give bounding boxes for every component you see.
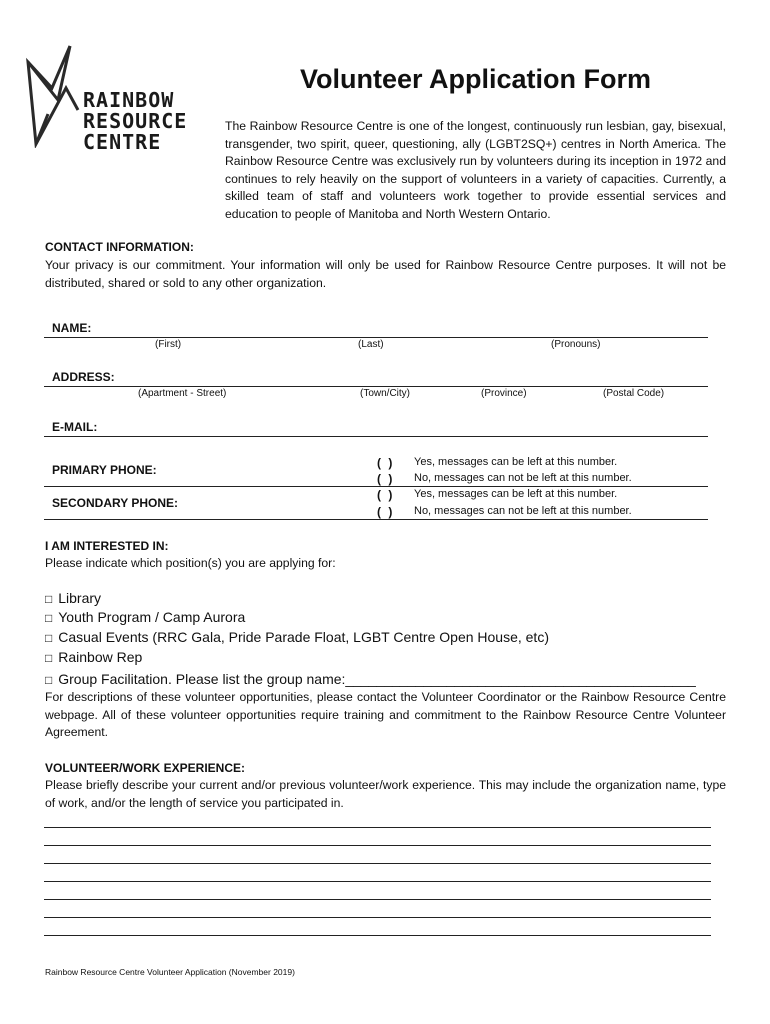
address-sub-city: (Town/City) — [360, 388, 411, 399]
page-title: Volunteer Application Form — [300, 64, 652, 94]
logo-line-3: CENTRE — [83, 130, 162, 154]
experience-line-5[interactable] — [44, 899, 711, 900]
experience-line-3[interactable] — [44, 863, 711, 864]
checkbox-icon[interactable]: □ — [45, 611, 53, 625]
name-sub-first: (First) — [155, 339, 182, 350]
logo-line-2: RESOURCE — [83, 109, 188, 133]
secondary-phone-label: SECONDARY PHONE: — [52, 496, 179, 510]
logo-wordmark — [83, 90, 187, 153]
secondary-yes-label: Yes, messages can be left at this number. — [414, 488, 618, 500]
secondary-no-checkbox[interactable]: ( ) — [377, 505, 395, 519]
interest-heading: I AM INTERESTED IN: — [45, 539, 169, 553]
primary-no-label: No, messages can not be left at this number. — [414, 472, 632, 484]
checkbox-icon[interactable]: □ — [45, 651, 53, 665]
intro-paragraph: The Rainbow Resource Centre is one of the longest, continuously run lesbian, gay, bisexual, transgender, two spirit, queer, questioning, ally (LGBT2SQ+) centres in North America. The Rainbow Resource Centre was exclusively run by volunteers during its inception in 1972 and continues to rely heavily on the support of volunteers in a variety of capacities. Currently, a skilled team of staff and volunteers work together to provide essential services and education to people of Manitoba and North Western Ontario. — [225, 119, 726, 221]
option-youth-program[interactable] — [45, 609, 245, 625]
secondary-yes-checkbox[interactable]: ( ) — [377, 488, 395, 502]
secondary-no-label: No, messages can not be left at this number. — [414, 505, 632, 517]
footer: Rainbow Resource Centre Volunteer Application (November 2019) — [45, 967, 295, 977]
primary-no-checkbox[interactable]: ( ) — [377, 472, 395, 486]
checkbox-icon[interactable]: □ — [45, 673, 53, 687]
option-label: Library — [58, 590, 102, 606]
contact-heading: CONTACT INFORMATION: — [45, 240, 194, 254]
experience-line-1[interactable] — [44, 827, 711, 828]
interest-note: For descriptions of these volunteer opportunities, please contact the Volunteer Coordinator or the Rainbow Resource Centre webpage. All of these volunteer opportunities require training and commitment to the Rainbow Resource Centre Volunteer Agreement. — [45, 690, 726, 739]
address-sub-street: (Apartment - Street) — [138, 388, 227, 399]
option-casual-events[interactable] — [45, 629, 549, 645]
name-label: NAME: — [52, 321, 92, 335]
experience-text: Please briefly describe your current and/or previous volunteer/work experience. This may include the organization name, type of work, and/or the length of service you participated in. — [45, 778, 726, 810]
logo-graphic — [22, 44, 84, 148]
secondary-phone-field[interactable] — [44, 519, 708, 520]
logo-line-1: RAINBOW — [83, 88, 175, 112]
experience-heading: VOLUNTEER/WORK EXPERIENCE: — [45, 761, 246, 775]
address-field[interactable] — [44, 386, 708, 387]
address-sub-postal: (Postal Code) — [603, 388, 665, 399]
option-group-facilitation[interactable] — [45, 671, 696, 687]
option-library[interactable] — [45, 590, 101, 606]
interest-instruction: Please indicate which position(s) you are applying for: — [45, 556, 336, 570]
primary-phone-label: PRIMARY PHONE: — [52, 463, 157, 477]
checkbox-icon[interactable]: □ — [45, 592, 53, 606]
name-sub-pronouns: (Pronouns) — [551, 339, 601, 350]
experience-line-2[interactable] — [44, 845, 711, 846]
option-label: Youth Program / Camp Aurora — [58, 609, 246, 625]
primary-yes-label: Yes, messages can be left at this number. — [414, 456, 618, 468]
name-sub-last: (Last) — [358, 339, 384, 350]
experience-line-4[interactable] — [44, 881, 711, 882]
primary-phone-field[interactable] — [44, 486, 708, 487]
email-field[interactable] — [44, 436, 708, 437]
option-rainbow-rep[interactable] — [45, 649, 142, 665]
experience-line-6[interactable] — [44, 917, 711, 918]
email-label: E-MAIL: — [52, 420, 98, 434]
address-label: ADDRESS: — [52, 370, 115, 384]
experience-line-7[interactable] — [44, 935, 711, 936]
checkbox-icon[interactable]: □ — [45, 631, 53, 645]
address-sub-province: (Province) — [481, 388, 527, 399]
option-label: Rainbow Rep — [58, 649, 143, 665]
primary-yes-checkbox[interactable]: ( ) — [377, 456, 395, 470]
contact-text: Your privacy is our commitment. Your information will only be used for Rainbow Resource Centre purposes. It will not be distributed, shared or sold to any other organization. — [45, 258, 726, 290]
option-label: Casual Events (RRC Gala, Pride Parade Float, LGBT Centre Open House, etc) — [58, 629, 549, 645]
name-field[interactable] — [44, 337, 708, 338]
option-label: Group Facilitation. Please list the group name:_____________________________________________ — [58, 671, 696, 687]
